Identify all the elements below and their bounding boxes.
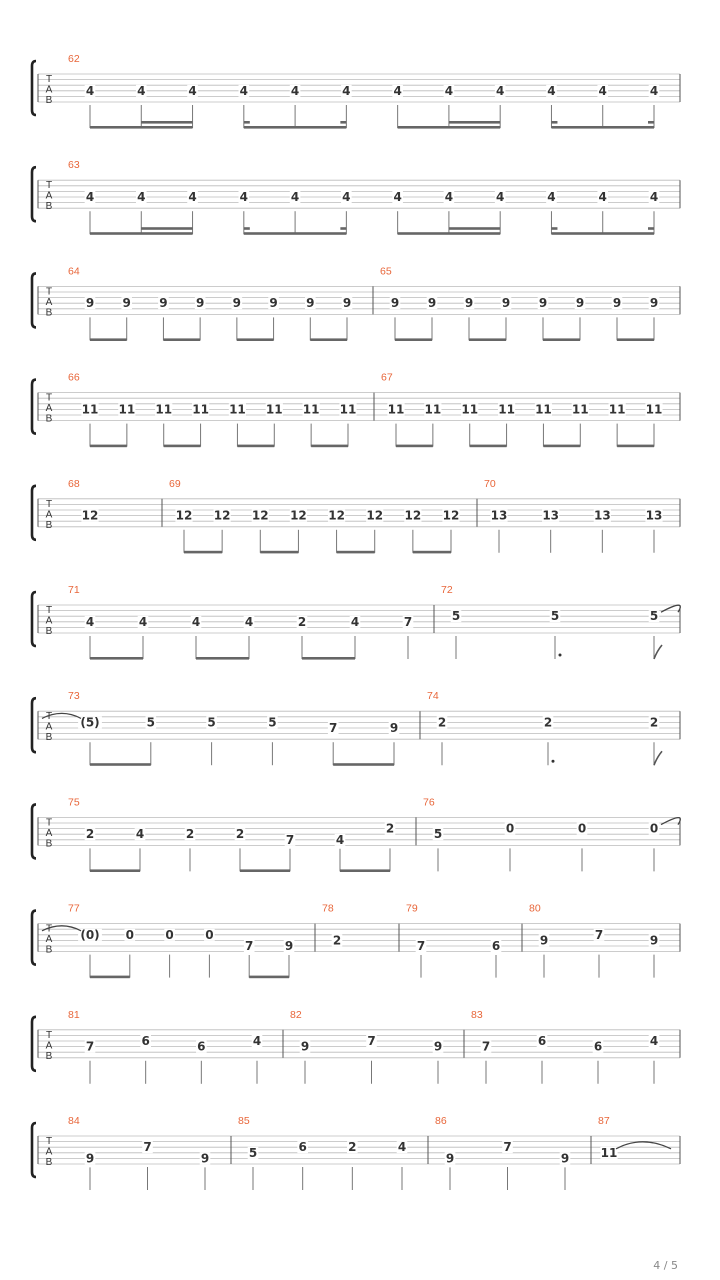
- tab-clef-letter: A: [45, 84, 53, 96]
- note-beam-secondary: [244, 121, 250, 124]
- tab-clef-letter: B: [45, 95, 53, 106]
- system-bracket: [32, 592, 36, 646]
- fret-number: 7: [403, 614, 413, 629]
- note-beam: [398, 126, 501, 129]
- note-beam: [551, 232, 654, 235]
- tab-clef-letter: A: [45, 721, 53, 733]
- note-beam-secondary: [551, 121, 557, 124]
- note-beam: [260, 551, 298, 554]
- measure-number: 66: [68, 371, 80, 384]
- staff-system: [32, 584, 680, 660]
- fret-number: 9: [427, 296, 437, 311]
- fret-number: 5: [248, 1145, 258, 1160]
- fret-number: 5: [550, 609, 560, 624]
- measure-number: 70: [484, 477, 496, 490]
- fret-number: 4: [496, 83, 505, 98]
- fret-number: 2: [437, 715, 447, 730]
- fret-number: 4: [444, 83, 454, 98]
- note-beam-secondary: [551, 227, 557, 230]
- fret-number: 9: [306, 296, 315, 311]
- fret-number: 11: [265, 402, 283, 417]
- fret-number: 7: [85, 1039, 95, 1054]
- system-bracket: [32, 486, 36, 540]
- fret-number: 4: [239, 190, 248, 204]
- fret-number: 7: [416, 939, 426, 953]
- fret-number: 11: [155, 402, 173, 417]
- fret-number: 4: [85, 614, 95, 629]
- fret-number: 9: [464, 296, 474, 311]
- tie-arc: [616, 1142, 671, 1149]
- fret-number: 9: [649, 933, 659, 948]
- fret-number: 2: [185, 827, 195, 842]
- note-beam: [90, 657, 143, 660]
- measure-number: 81: [68, 1008, 80, 1021]
- note-beam: [617, 338, 654, 341]
- fret-number: 12: [366, 508, 384, 523]
- fret-number: 6: [537, 1034, 547, 1048]
- fret-number: 12: [442, 508, 460, 523]
- fret-number: 7: [329, 721, 338, 735]
- fret-number: 9: [445, 1151, 455, 1166]
- note-beam: [90, 445, 127, 448]
- tab-clef-letter: B: [45, 307, 53, 319]
- note-beam: [470, 445, 507, 448]
- fret-number: 11: [608, 402, 626, 417]
- fret-number: 11: [424, 402, 442, 417]
- note-beam: [398, 232, 501, 235]
- system-bracket: [32, 698, 36, 752]
- tab-clef-letter: T: [45, 923, 53, 935]
- fret-number: 7: [367, 1034, 376, 1048]
- fret-number: 0: [165, 927, 174, 942]
- system-bracket: [32, 804, 36, 858]
- fret-number: 11: [571, 402, 589, 417]
- tie-arc: [661, 605, 680, 612]
- measure-number: 80: [529, 902, 541, 915]
- fret-number: 5: [268, 715, 277, 730]
- fret-number: 4: [496, 190, 505, 204]
- note-flag: [654, 645, 662, 659]
- fret-number: 4: [649, 190, 659, 204]
- tab-clef-letter: A: [45, 934, 53, 946]
- tab-clef-letter: T: [45, 180, 53, 192]
- tab-clef-letter: A: [45, 1146, 53, 1158]
- fret-number: 5: [207, 715, 216, 730]
- tab-clef-letter: B: [45, 519, 53, 531]
- tab-clef-letter: A: [45, 403, 53, 415]
- fret-number: 5: [433, 827, 443, 842]
- fret-number: 4: [598, 190, 607, 204]
- fret-number: 4: [138, 614, 148, 629]
- tab-clef-letter: T: [45, 711, 53, 723]
- fret-number: 9: [560, 1151, 570, 1166]
- staff-system: [32, 690, 680, 766]
- note-flag: [654, 751, 662, 765]
- fret-number: 9: [539, 933, 549, 948]
- staff-system: [32, 796, 680, 872]
- fret-number: 9: [159, 296, 168, 311]
- fret-number: 11: [600, 1145, 618, 1160]
- note-beam-secondary: [340, 227, 346, 230]
- fret-number: 7: [594, 927, 604, 942]
- fret-number: 9: [538, 296, 548, 311]
- note-beam: [237, 338, 274, 341]
- fret-number: 4: [342, 190, 351, 204]
- fret-number: 4: [547, 190, 556, 204]
- fret-number: 2: [348, 1140, 357, 1155]
- fret-number: 12: [175, 508, 193, 523]
- staff-system: [32, 53, 680, 129]
- measure-number: 73: [68, 690, 80, 703]
- note-beam: [310, 338, 347, 341]
- measure-number: 71: [68, 584, 80, 596]
- fret-number: 12: [81, 508, 99, 523]
- note-beam: [302, 657, 355, 660]
- fret-number: 4: [393, 83, 402, 98]
- fret-number: 4: [244, 614, 254, 629]
- fret-number: 4: [649, 83, 659, 98]
- tab-clef-letter: B: [45, 732, 53, 744]
- fret-number: 9: [433, 1039, 443, 1054]
- fret-number: 12: [404, 508, 422, 523]
- measure-number: 74: [427, 690, 439, 703]
- note-beam: [617, 445, 654, 448]
- fret-number: 4: [188, 83, 197, 98]
- measure-number: 65: [380, 265, 392, 278]
- fret-number: 2: [235, 827, 245, 842]
- fret-number: 9: [85, 1151, 95, 1166]
- measure-number: 79: [406, 902, 418, 915]
- note-beam: [90, 869, 140, 872]
- note-beam: [396, 445, 433, 448]
- system-bracket: [32, 273, 36, 327]
- fret-number: 9: [300, 1039, 310, 1054]
- measure-number: 63: [68, 159, 80, 172]
- note-beam-secondary: [449, 227, 500, 230]
- note-beam-secondary: [141, 121, 192, 124]
- fret-number: 4: [335, 832, 345, 847]
- system-bracket: [32, 1017, 36, 1071]
- fret-number: 9: [122, 296, 131, 311]
- note-beam: [90, 338, 127, 341]
- fret-number: 11: [498, 402, 515, 417]
- fret-number: 4: [188, 190, 197, 204]
- system-bracket: [32, 380, 36, 434]
- fret-number: 4: [350, 614, 360, 629]
- fret-number: 11: [461, 402, 479, 417]
- note-beam: [237, 445, 274, 448]
- fret-number: 5: [451, 609, 461, 624]
- fret-number: 9: [200, 1151, 210, 1166]
- fret-number: 4: [85, 83, 95, 98]
- tab-clef-letter: B: [45, 1157, 53, 1168]
- fret-number: 11: [229, 402, 246, 417]
- fret-number: 12: [251, 508, 269, 523]
- note-beam: [543, 445, 580, 448]
- fret-number: 7: [143, 1140, 152, 1155]
- measure-number: 62: [68, 53, 80, 65]
- fret-number: 13: [645, 508, 663, 523]
- system-bracket: [32, 911, 36, 965]
- measure-number: 82: [290, 1008, 302, 1021]
- fret-number: 4: [239, 83, 248, 98]
- fret-number: 6: [491, 939, 501, 953]
- fret-number: 9: [612, 296, 622, 311]
- measure-number: 84: [68, 1115, 80, 1127]
- fret-number: 2: [385, 821, 395, 836]
- fret-number: 2: [649, 715, 659, 730]
- page-number: 4 / 5: [653, 1259, 678, 1272]
- fret-number: 9: [85, 296, 95, 311]
- fret-number: 11: [118, 402, 136, 417]
- note-beam: [337, 551, 375, 554]
- fret-number: 6: [593, 1039, 603, 1054]
- fret-number: 2: [543, 715, 553, 730]
- tab-clef-letter: B: [45, 944, 53, 956]
- note-beam-secondary: [340, 121, 346, 124]
- fret-number: 4: [444, 190, 454, 204]
- note-beam: [413, 551, 451, 554]
- note-beam: [90, 126, 193, 129]
- fret-number: 13: [593, 508, 611, 523]
- tab-clef-letter: A: [45, 1040, 53, 1052]
- system-bracket: [32, 167, 36, 221]
- note-beam-secondary: [449, 121, 500, 124]
- tab-clef-letter: A: [45, 827, 53, 839]
- measure-number: 87: [598, 1115, 610, 1127]
- tab-clef-letter: B: [45, 626, 53, 637]
- staff-system: [32, 478, 680, 554]
- system-bracket: [32, 1123, 36, 1177]
- fret-number: 4: [547, 83, 556, 98]
- staff-system: [32, 1009, 680, 1084]
- note-beam: [551, 126, 654, 129]
- tab-clef-letter: T: [45, 1136, 53, 1147]
- tab-clef-letter: B: [45, 838, 53, 850]
- fret-number: 11: [81, 402, 99, 417]
- tab-clef-letter: T: [45, 286, 53, 298]
- fret-number: 4: [290, 83, 300, 98]
- fret-number: 9: [390, 296, 400, 311]
- measure-number: 67: [381, 371, 393, 384]
- tab-clef-letter: A: [45, 509, 53, 521]
- fret-number: 4: [393, 190, 402, 204]
- fret-number: 2: [85, 827, 95, 842]
- measure-number: 86: [435, 1115, 447, 1127]
- tab-clef-letter: T: [45, 605, 53, 616]
- fret-number: 6: [197, 1039, 206, 1054]
- fret-number: 6: [141, 1034, 150, 1048]
- note-beam-secondary: [244, 227, 250, 230]
- note-beam-secondary: [648, 227, 654, 230]
- fret-number: 5: [649, 609, 659, 624]
- note-beam: [184, 551, 222, 554]
- staff-system: [32, 265, 680, 341]
- staff-system: [32, 159, 680, 235]
- staff-system: [32, 903, 680, 979]
- fret-number: 7: [245, 939, 254, 953]
- fret-number: 6: [298, 1140, 307, 1155]
- measure-number: 69: [169, 477, 181, 490]
- fret-number: 9: [501, 296, 511, 311]
- tab-clef-letter: A: [45, 190, 53, 202]
- note-beam: [340, 869, 390, 872]
- fret-number: 11: [387, 402, 405, 417]
- fret-number: 7: [503, 1140, 512, 1155]
- fret-number: 4: [290, 190, 300, 204]
- fret-number: 5: [146, 715, 155, 730]
- note-beam-secondary: [648, 121, 654, 124]
- fret-number: 4: [135, 827, 145, 842]
- fret-number: 0: [205, 927, 214, 942]
- measure-number: 78: [322, 902, 334, 915]
- fret-number: 11: [645, 402, 663, 417]
- note-beam: [244, 126, 347, 129]
- tab-clef-letter: T: [45, 392, 53, 404]
- note-beam: [543, 338, 580, 341]
- note-beam: [196, 657, 249, 660]
- fret-number: 9: [232, 296, 242, 311]
- measure-number: 75: [68, 796, 80, 809]
- duration-dot: [559, 654, 562, 657]
- tab-clef-letter: B: [45, 1050, 53, 1062]
- fret-number: 9: [649, 296, 659, 311]
- fret-number: 11: [535, 402, 552, 417]
- fret-number: 9: [342, 296, 352, 311]
- note-beam: [249, 976, 289, 979]
- fret-number: 4: [137, 190, 146, 204]
- tab-clef-letter: T: [45, 498, 53, 510]
- measure-number: 77: [68, 902, 80, 915]
- fret-number: 2: [332, 933, 342, 948]
- tie-arc: [661, 818, 680, 825]
- tab-clef-letter: A: [45, 296, 53, 308]
- fret-number: 0: [505, 821, 515, 836]
- tab-clef-letter: B: [45, 413, 53, 425]
- fret-number: 0: [125, 927, 134, 942]
- fret-number: 4: [252, 1034, 262, 1048]
- fret-number: 4: [342, 83, 351, 98]
- fret-number: 4: [191, 614, 201, 629]
- note-beam: [164, 445, 201, 448]
- duration-dot: [552, 760, 555, 763]
- measure-number: 64: [68, 265, 80, 278]
- fret-number: (0): [80, 927, 100, 942]
- fret-number: 12: [213, 508, 231, 523]
- fret-number: 9: [269, 296, 278, 311]
- measure-number: 76: [423, 796, 435, 809]
- system-bracket: [32, 61, 36, 115]
- fret-number: 9: [284, 939, 294, 953]
- fret-number: 0: [577, 821, 587, 836]
- note-beam: [333, 763, 394, 766]
- fret-number: 4: [137, 83, 146, 98]
- fret-number: 11: [302, 402, 320, 417]
- note-beam-secondary: [141, 227, 192, 230]
- note-beam: [163, 338, 200, 341]
- note-beam: [311, 445, 348, 448]
- fret-number: 13: [542, 508, 560, 523]
- note-beam: [469, 338, 506, 341]
- fret-number: (5): [80, 715, 100, 730]
- tab-clef-letter: T: [45, 1029, 53, 1041]
- fret-number: 9: [389, 721, 399, 735]
- fret-number: 4: [598, 83, 607, 98]
- measure-number: 83: [471, 1008, 483, 1021]
- fret-number: 12: [328, 508, 345, 523]
- fret-number: 12: [290, 508, 307, 523]
- fret-number: 9: [195, 296, 205, 311]
- measure-number: 85: [238, 1115, 250, 1127]
- fret-number: 4: [397, 1140, 407, 1155]
- measure-number: 72: [441, 584, 453, 596]
- fret-number: 9: [575, 296, 585, 311]
- tab-clef-letter: T: [45, 817, 53, 829]
- note-beam: [90, 976, 130, 979]
- note-beam: [240, 869, 290, 872]
- tab-clef-letter: B: [45, 201, 53, 213]
- note-beam: [90, 232, 193, 235]
- fret-number: 4: [649, 1034, 659, 1048]
- fret-number: 13: [490, 508, 508, 523]
- staff-system: [32, 372, 680, 448]
- fret-number: 11: [339, 402, 357, 417]
- fret-number: 11: [192, 402, 209, 417]
- fret-number: 4: [85, 190, 95, 204]
- note-beam: [395, 338, 432, 341]
- tab-clef-letter: A: [45, 615, 53, 627]
- fret-number: 7: [481, 1039, 491, 1054]
- note-beam: [90, 763, 151, 766]
- note-beam: [244, 232, 347, 235]
- tab-clef-letter: T: [45, 74, 53, 85]
- fret-number: 7: [285, 832, 295, 847]
- fret-number: 0: [649, 821, 659, 836]
- staff-system: [32, 1115, 680, 1190]
- fret-number: 2: [297, 614, 307, 629]
- measure-number: 68: [68, 477, 80, 490]
